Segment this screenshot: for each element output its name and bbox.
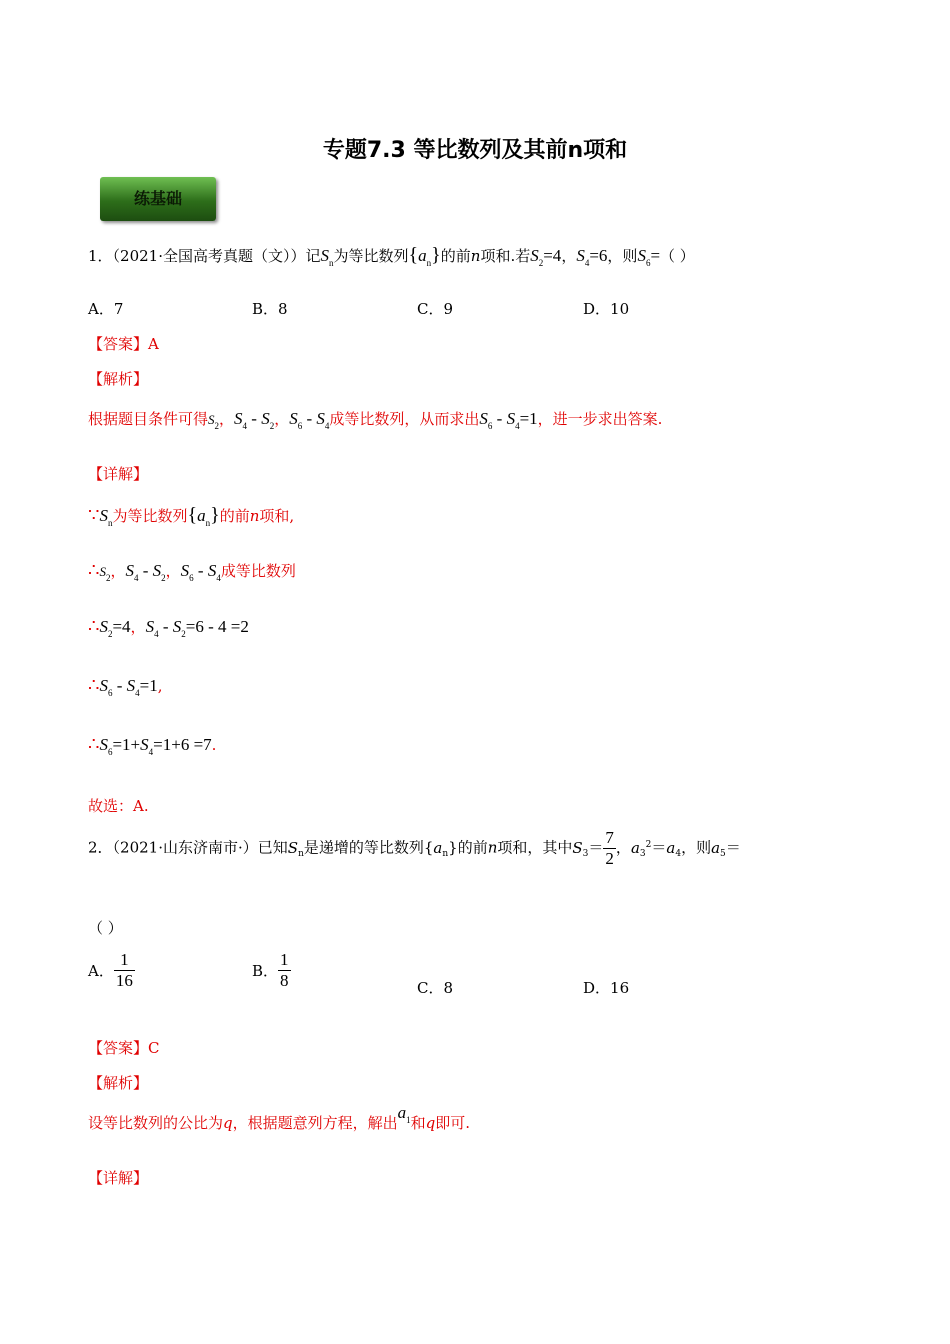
analysis-label: 【解析】 [88,370,149,388]
math-value: =4 [112,617,131,636]
fraction-7-2 [603,828,616,869]
math-value: =1+6 =7 [153,735,212,754]
because-symbol: ∵ [88,505,100,526]
option-label: B． [252,962,279,980]
math-s4: $S_4$ [140,735,154,757]
stem-text: ＝ [651,838,667,857]
math-s3: $S_3$ [572,838,589,859]
stem-text: 项和，其中 [497,838,573,857]
option-a: A．7 [88,300,124,318]
fraction-numerator: 1 [114,950,135,971]
math-s6-s4: $S_6 - S_4$ [289,409,330,431]
detail-label: 【详解】 [88,465,149,483]
fraction-1-8 [278,950,291,991]
question-1-stem [88,244,695,267]
question-number: 1． [88,247,113,265]
math-value: = [650,246,661,265]
fraction-denominator: 16 [115,971,133,990]
stem-text: 项和.若 [480,247,531,265]
math-an-set: $\{a_n\}$ [408,244,441,268]
math-s4: $S_4$ [576,246,590,268]
math-sn: $S_n$ [320,246,334,268]
option-a [88,950,135,991]
math-a1: $a_1$ [397,1103,411,1125]
math-an-set: $\{a_n\}$ [187,504,220,528]
analysis-text-part: ，根据题意列方程，解出 [232,1114,398,1132]
math-s2: $S_2$ [99,617,113,639]
math-a4: $a_4$ [666,838,682,859]
stem-text: }的前 [448,838,488,857]
math-s4-s2: $S_4 - S_2$ [145,617,186,639]
analysis-text-part: 和 [410,1114,426,1132]
option-c: C．9 [417,300,454,318]
detail-text: 成等比数列 [220,562,296,580]
answer-paren: （ ） [88,919,123,937]
detail-label: 【详解】 [88,1169,149,1187]
analysis-text-part: ，进一步求出答案. [537,410,663,428]
math-sn: $S_n$ [287,838,304,859]
fraction-denominator: 2 [605,849,614,868]
analysis-text-part: 成等比数列，从而求出 [329,410,480,428]
detail-text: 为等比数列 [112,507,188,525]
option-b: B．8 [252,300,288,318]
math-s4-s2: $S_4 - S_2$ [125,561,166,583]
math-s4-s2: $S_4 - S_2$ [234,409,275,431]
stem-text: 的前 [440,247,471,265]
stem-text: 为等比数列 [333,247,409,265]
answer-label: 【答案】C [88,1039,160,1057]
fraction-1-16 [114,950,135,991]
analysis-text: 根据题目条件可得$S_2$，$S_4 - S_2$，$S_6 - S_4$成等比数列，从而求出$S_6 - S_4=1$，进一步求出答案. [88,409,663,431]
detail-text: 项和, [259,507,295,525]
stem-text: 记 [305,247,321,265]
math-value: =6 - 4 =2 [185,617,249,636]
question-number: 2． [88,838,113,857]
question-2-stem: 2．（2021·山东济南市·）已知$S_n$是递增的等比数列$\{a_n\}$的前n项和，其中$S_3=$ $\frac{7}{2}$ ，$a_3^2=a_4$，则$a_5=$ [88,828,741,868]
answer-label: 【答案】A [88,335,159,353]
detail-line-3: $\therefore S_2=4$，$S_4 - S_2=6 - 4 =2$ [88,616,249,639]
stem-text: ，则 [607,247,638,265]
option-d: D．16 [583,979,630,997]
math-value: =1 [519,409,538,428]
page-title: 专题7.3 等比数列及其前n项和 [322,138,628,163]
math-sn: $S_n$ [99,506,113,528]
question-source: （2021·山东济南市·） [112,838,258,857]
stem-n: n [487,838,498,857]
fraction-denominator: 8 [280,971,289,990]
stem-text: ＝ [725,838,741,857]
stem-text: 已知 [257,838,288,857]
stem-text: ， [615,838,631,857]
math-s6-s4: $S_6 - S_4$ [99,676,140,698]
option-label: A． [88,962,114,980]
stem-text: ，则 [681,838,712,857]
option-c: C．8 [417,979,454,997]
math-an: $a_n$ [433,838,449,859]
therefore-symbol: ∴ [88,560,100,581]
math-value: =6 [589,246,608,265]
analysis-label: 【解析】 [88,1074,149,1092]
section-badge-label: 练基础 [133,189,182,208]
analysis-text-part: 根据题目条件可得 [88,410,209,428]
option-d: D．10 [583,300,630,318]
analysis-text-part: 即可. [435,1114,471,1132]
math-s6-s4: $S_6 - S_4$ [180,561,221,583]
math-value: =1+ [112,735,141,754]
question-source: （2021·全国高考真题（文）） [112,247,306,265]
fraction-numerator: 1 [280,950,289,969]
section-badge [100,177,216,221]
fraction-numerator: 7 [605,828,614,847]
detail-line-5: $\therefore S_6=1+S_4=1+6 =7$. [88,734,217,757]
math-value: =1 [139,676,158,695]
therefore-symbol: ∴ [88,734,100,755]
math-s6-s4: $S_6 - S_4$ [479,409,520,431]
detail-line-4: $\therefore S_6 - S_4=1$, [88,675,163,698]
conclusion: 故选：A. [88,797,149,815]
stem-n: n [470,247,481,265]
detail-line-1 [88,504,294,527]
math-s6: $S_6$ [99,735,113,757]
therefore-symbol: ∴ [88,616,100,637]
math-s6: $S_6$ [637,246,651,268]
stem-text: 是递增的等比数列{ [303,838,434,857]
answer-paren: （ ） [660,247,695,265]
stem-text: ， [561,247,577,265]
math-s2: $S_2$ [99,564,111,583]
therefore-symbol: ∴ [88,675,100,696]
detail-line-2: $\therefore S_2$，$S_4 - S_2$，$S_6 - S_4$成等比数列 [88,560,296,583]
math-s2: $S_2$ [530,246,544,268]
option-b [252,950,291,991]
analysis-text: 设等比数列的公比为q，根据题意列方程，解出$a_1$和q即可. [88,1103,471,1132]
detail-text: 的前 [219,507,250,525]
math-s2: $S_2$ [208,412,220,431]
analysis-text-part: 设等比数列的公比为 [88,1114,224,1132]
detail-n: n [249,507,260,525]
math-a5: $a_5$ [711,838,726,859]
math-a3-squared: $a_3^2$ [630,838,652,859]
math-value: =4 [543,246,562,265]
